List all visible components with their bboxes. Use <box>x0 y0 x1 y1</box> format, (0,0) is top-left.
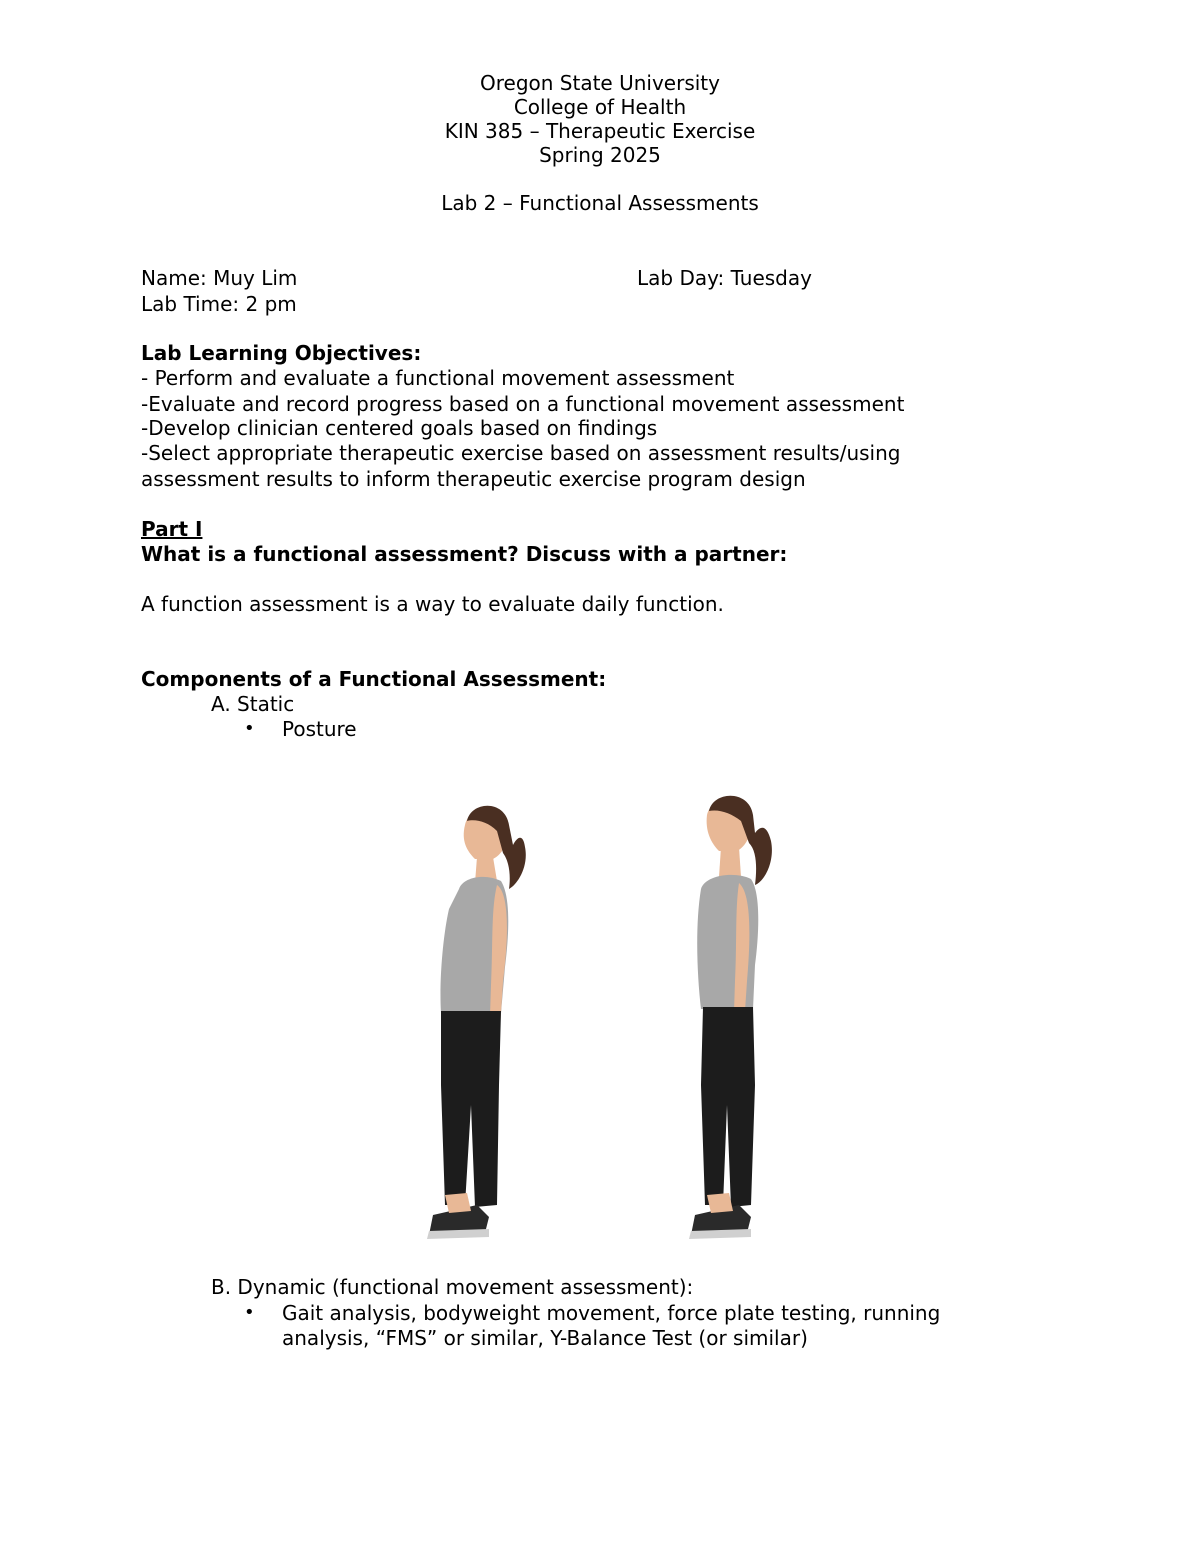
lab-day: Lab Day: Tuesday <box>637 266 812 290</box>
static-item: Posture <box>282 717 357 741</box>
student-name: Name: Muy Lim <box>141 266 298 290</box>
part-heading: Part I <box>141 517 203 541</box>
bullet-icon: • <box>244 718 255 739</box>
static-label: A. Static <box>211 692 295 716</box>
lab-time: Lab Time: 2 pm <box>141 292 297 316</box>
objective-item: -Develop clinician centered goals based on findings <box>141 416 658 440</box>
dynamic-item: Gait analysis, bodyweight movement, force plate testing, running <box>282 1301 941 1325</box>
components-heading: Components of a Functional Assessment: <box>141 667 607 691</box>
bullet-icon: • <box>244 1302 255 1323</box>
objective-item: assessment results to inform therapeutic exercise program design <box>141 467 806 491</box>
university-name: Oregon State University <box>480 71 720 95</box>
posture-comparison-image <box>405 785 795 1255</box>
objective-item: - Perform and evaluate a functional movement assessment <box>141 366 735 390</box>
objectives-heading: Lab Learning Objectives: <box>141 341 422 365</box>
dynamic-label: B. Dynamic (functional movement assessment): <box>211 1275 694 1299</box>
part-answer: A function assessment is a way to evaluate daily function. <box>141 592 724 616</box>
college-name: College of Health <box>513 95 687 119</box>
term: Spring 2025 <box>539 143 661 167</box>
dynamic-item-continued: analysis, “FMS” or similar, Y-Balance Test (or similar) <box>282 1326 808 1350</box>
objective-item: -Select appropriate therapeutic exercise based on assessment results/using <box>141 441 901 465</box>
objective-item: -Evaluate and record progress based on a functional movement assessment <box>141 392 905 416</box>
course-title: KIN 385 – Therapeutic Exercise <box>444 119 756 143</box>
lab-title: Lab 2 – Functional Assessments <box>441 191 759 215</box>
part-question: What is a functional assessment? Discuss with a partner: <box>141 542 788 566</box>
